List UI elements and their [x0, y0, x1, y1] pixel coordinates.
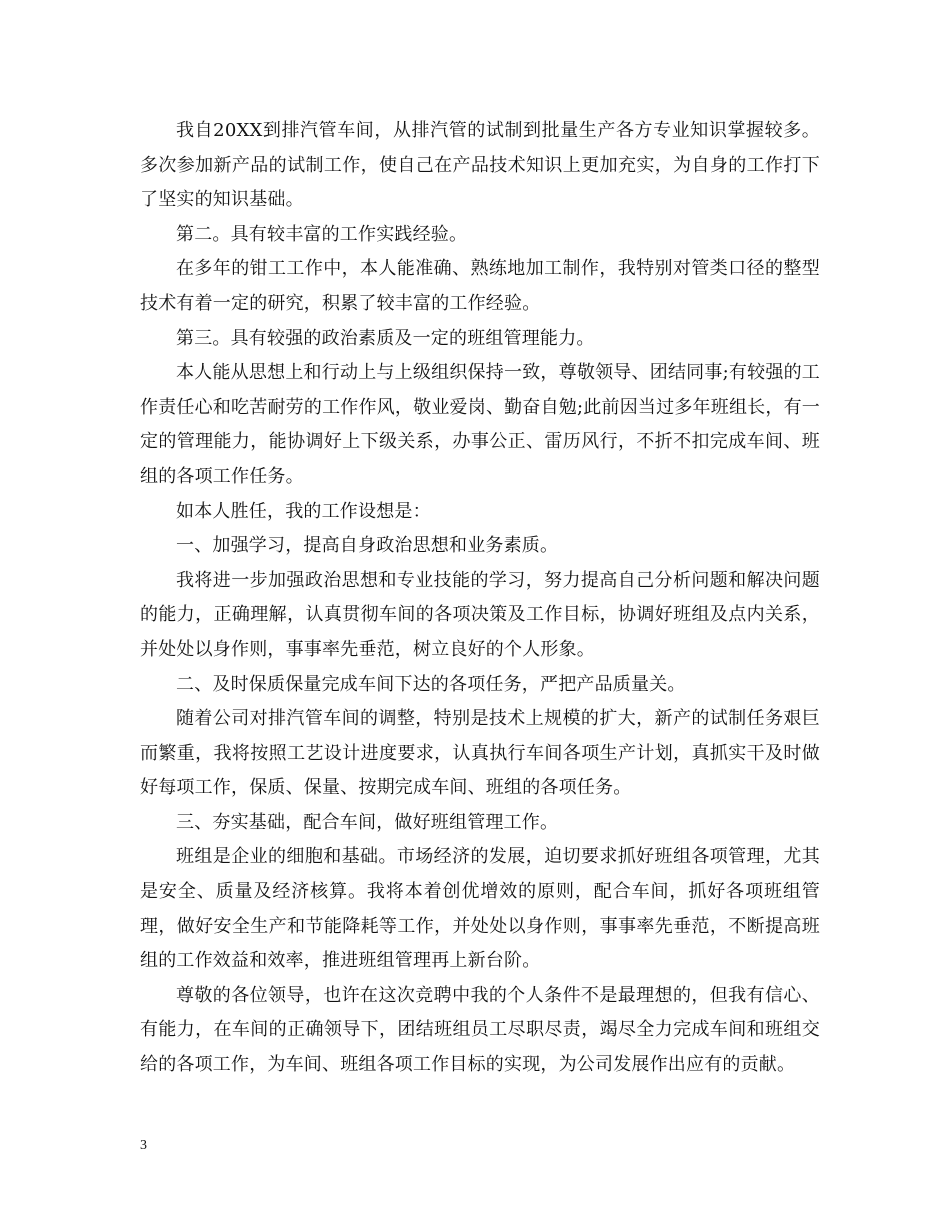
page-number: 3: [140, 1138, 147, 1153]
paragraph-plan-three-heading: 三、夯实基础，配合车间，做好班组管理工作。: [176, 811, 559, 833]
document-body: [140, 114, 820, 1083]
paragraph-plan-one-body: 我将进一步加强政治思想和专业技能的学习，努力提高自己分析问题和解决问题的能力，正确理解，认真贯彻车间的各项决策及工作目标，协调好班组及点内关系，并处处以身作则，事事率先垂范，树立良好的个人形象。: [140, 569, 820, 660]
paragraph-heading-third: 第三。具有较强的政治素质及一定的班组管理能力。: [176, 327, 595, 349]
paragraph-closing: 尊敬的各位领导，也许在这次竞聘中我的个人条件不是最理想的，但我有信心、有能力，在车间的正确领导下，团结班组员工尽职尽责，竭尽全力完成车间和班组交给的各项工作，为车间、班组各项工作目标的实现，为公司发展作出应有的贡献。: [140, 984, 820, 1076]
paragraph-work-plan-intro: 如本人胜任，我的工作设想是：: [176, 500, 431, 522]
paragraph-intro-experience: 我自20XX到排汽管车间，从排汽管的试制到批量生产各方专业知识掌握较多。多次参加新产品的试制工作，使自己在产品技术知识上更加充实，为自身的工作打下了坚实的知识基础。: [140, 120, 820, 211]
paragraph-heading-second: 第二。具有较丰富的工作实践经验。: [176, 223, 468, 245]
paragraph-plan-one-heading: 一、加强学习，提高自身政治思想和业务素质。: [176, 535, 559, 557]
paragraph-practice-experience: 在多年的钳工工作中，本人能准确、熟练地加工制作，我特别对管类口径的整型技术有着一定的研究，积累了较丰富的工作经验。: [140, 258, 820, 314]
paragraph-management-ability: 本人能从思想上和行动上与上级组织保持一致，尊敬领导、团结同事;有较强的工作责任心和吃苦耐劳的工作作风，敬业爱岗、勤奋自勉;此前因当过多年班组长，有一定的管理能力，能协调好上下级关系，办事公正、雷历风行，不折不扣完成车间、班组的各项工作任务。: [140, 362, 820, 487]
paragraph-plan-two-heading: 二、及时保质保量完成车间下达的各项任务，严把产品质量关。: [176, 673, 686, 695]
paragraph-plan-two-body: 随着公司对排汽管车间的调整，特别是技术上规模的扩大，新产的试制任务艰巨而繁重，我将按照工艺设计进度要求，认真执行车间各项生产计划，真抓实干及时做好每项工作，保质、保量、按期完成车间、班组的各项任务。: [140, 708, 820, 799]
paragraph-plan-three-body: 班组是企业的细胞和基础。市场经济的发展，迫切要求抓好班组各项管理，尤其是安全、质量及经济核算。我将本着创优增效的原则，配合车间，抓好各项班组管理，做好安全生产和节能降耗等工作，并处处以身作则，事事率先垂范，不断提高班组的工作效益和效率，推进班组管理再上新台阶。: [140, 846, 820, 972]
